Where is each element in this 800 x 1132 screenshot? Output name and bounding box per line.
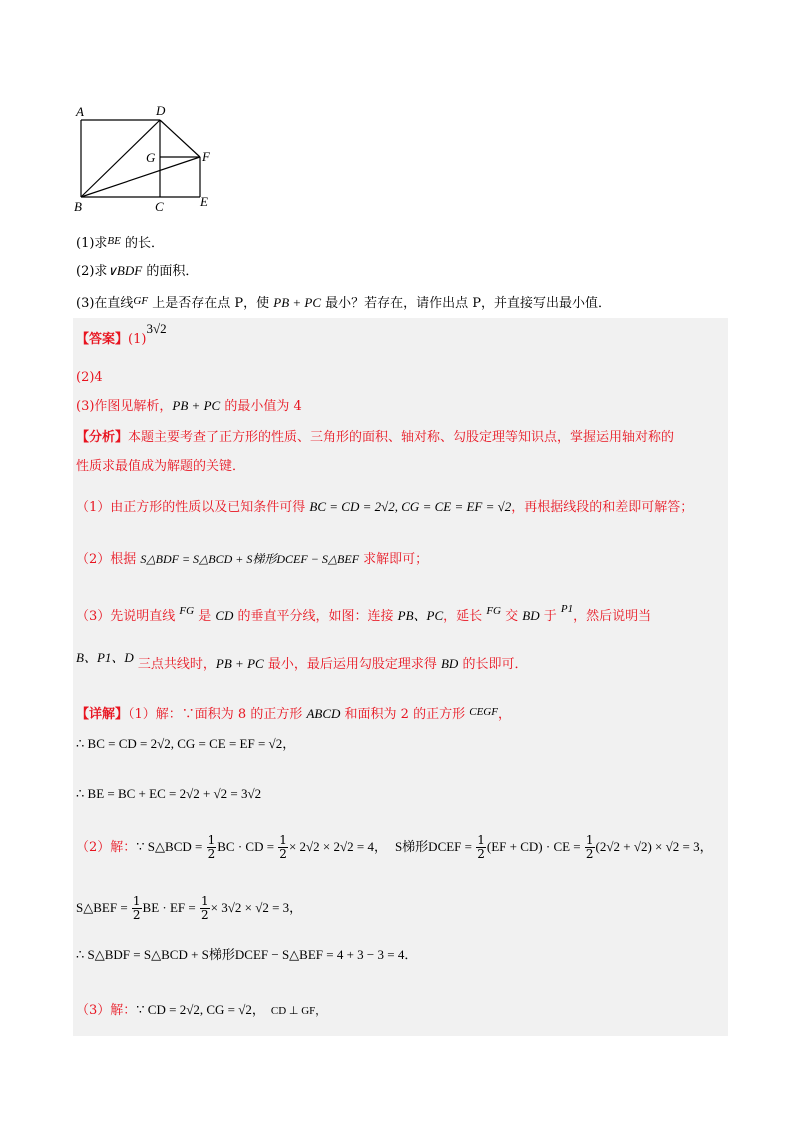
detail-step-5: S△BEF = $\frac{1}{2}$ BE · EF = $\frac{1}{2}$ × 3√2 × √2 = 3， xyxy=(76,894,303,922)
label-g: G xyxy=(146,150,156,165)
segment-df xyxy=(160,120,200,157)
label-e: E xyxy=(200,194,208,209)
answer-line-1: 【答案】(1)3√2 xyxy=(76,321,167,347)
analysis-point-1: （1）由正方形的性质以及已知条件可得 BC = CD = 2√2, CG = CE = EF = √2，再根据线段的和差即可解答； xyxy=(76,499,694,515)
segment-bf xyxy=(81,157,200,197)
fraction-half: $\frac{1}{2}$ xyxy=(477,833,485,861)
label-d: D xyxy=(156,103,166,118)
fraction-half: $\frac{1}{2}$ xyxy=(207,833,216,861)
detail-step-6: ∴ S△BDF = S△BCD + S梯形DCEF − S△BEF = 4 + 3 − 3 = 4． xyxy=(76,947,418,962)
detail-step-3: ∴ BE = BC + EC = 2√2 + √2 = 3√2 xyxy=(76,786,262,801)
label-f: F xyxy=(202,149,210,164)
fraction-half: $\frac{1}{2}$ xyxy=(132,894,141,922)
answer-line-3: (3)作图见解析，PB + PC 的最小值为 4 xyxy=(76,398,302,414)
label-c: C xyxy=(155,199,164,214)
detail-step-2: ∴ BC = CD = 2√2, CG = CE = EF = √2， xyxy=(76,736,296,751)
fraction-half: $\frac{1}{2}$ xyxy=(279,833,287,861)
analysis-point-2: （2）根据 S△BDF = S△BCD + S梯形DCEF − S△BEF 求解即可； xyxy=(76,552,429,567)
question-3: (3)在直线$^{GF}$ 上是否存在点 P，使 PB + PC 最小？若存在，请作出点 P，并直接写出最小值． xyxy=(76,295,612,311)
analysis-point-3: （3）先说明直线 $^{FG}$ 是 CD 的垂直平分线，如图：连接 PB、PC，延长 $^{FG}$ 交 BD 于 $^{P1}$，然后说明当 xyxy=(76,603,652,624)
analysis-point-4: B、P1、D 三点共线时，PB + PC 最小，最后运用勾股定理求得 BD 的长即可． xyxy=(76,650,528,672)
detail-step-7: （3）解：∵ CD = 2√2, CG = √2， CD ⊥ GF， xyxy=(76,1002,327,1018)
solution-panel xyxy=(73,318,728,1036)
answer-line-2: (2)4 xyxy=(76,370,103,385)
question-1: (1)求$^{BE}$ 的长． xyxy=(76,235,165,251)
geometry-figure xyxy=(66,100,226,218)
analysis-line-2: 性质求最值成为解题的关键． xyxy=(76,459,246,474)
fraction-half: $\frac{1}{2}$ xyxy=(201,894,209,922)
label-a: A xyxy=(76,104,84,119)
detail-step-1: 【详解】（1）解：∵面积为 8 的正方形 ABCD 和面积为 2 的正方形 $^{CEGF}$， xyxy=(76,706,511,722)
analysis-line-1: 【分析】本题主要考查了正方形的性质、三角形的面积、轴对称、勾股定理等知识点，掌握运用轴对称的 xyxy=(76,430,675,445)
detail-step-4: （2）解：∵ S△BCD = $\frac{1}{2}$ BC · CD = $\frac{1}{2}$ × 2√2 × 2√2 = 4， S梯形DCEF = $\frac{1}{2}$ (EF + CD) · CE = $\frac{1}{2}$ (2√2 + √2) × √2 = 3， xyxy=(76,833,713,861)
question-2: (2)求∨BDF 的面积． xyxy=(76,263,199,279)
label-b: B xyxy=(74,199,82,214)
fraction-half: $\frac{1}{2}$ xyxy=(585,833,594,861)
